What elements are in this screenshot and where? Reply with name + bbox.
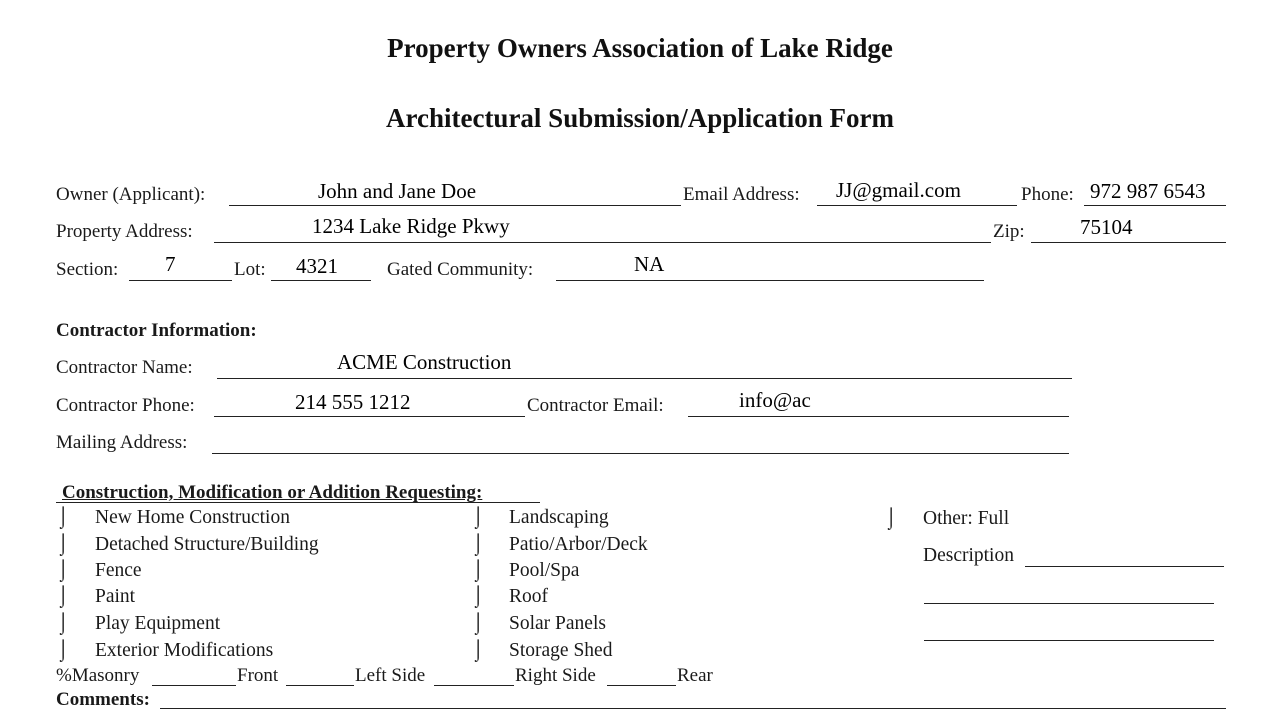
checkbox-icon[interactable]: ⌡ [472, 639, 485, 661]
address-label: Property Address: [56, 221, 193, 242]
section-line [129, 280, 232, 281]
masonry-rear-line[interactable] [607, 685, 676, 686]
checkbox-icon[interactable]: ⌡ [57, 585, 70, 607]
masonry-front-label: Front [237, 665, 279, 686]
option-patio-arbor-deck: Patio/Arbor/Deck [509, 534, 648, 555]
option-other: Other: Full [923, 508, 1010, 529]
phone-line [1084, 205, 1226, 206]
address-field[interactable]: 1234 Lake Ridge Pkwy [312, 214, 510, 238]
option-paint: Paint [95, 586, 136, 607]
option-roof: Roof [509, 586, 548, 607]
contractor-phone-line [214, 416, 525, 417]
checkbox-icon[interactable]: ⌡ [57, 612, 70, 634]
description-line-2[interactable] [924, 603, 1214, 604]
masonry-front-line[interactable] [152, 685, 236, 686]
checkbox-icon[interactable]: ⌡ [472, 612, 485, 634]
checkbox-icon[interactable]: ⌡ [57, 506, 70, 528]
option-fence: Fence [95, 560, 142, 581]
checkbox-icon[interactable]: ⌡ [472, 506, 485, 528]
mailing-address-label: Mailing Address: [56, 432, 188, 453]
masonry-right-line[interactable] [434, 685, 514, 686]
contractor-email-line [688, 416, 1069, 417]
contractor-phone-label: Contractor Phone: [56, 395, 195, 416]
masonry-left-line[interactable] [286, 685, 354, 686]
option-pool-spa: Pool/Spa [509, 560, 580, 581]
owner-line [229, 205, 681, 206]
contractor-heading: Contractor Information: [56, 320, 257, 341]
contractor-phone-field[interactable]: 214 555 1212 [295, 390, 411, 414]
email-field[interactable]: JJ@gmail.com [836, 178, 961, 202]
form-title: Property Owners Association of Lake Ridge [387, 33, 893, 63]
address-line [214, 242, 991, 243]
contractor-name-field[interactable]: ACME Construction [337, 350, 512, 374]
zip-field[interactable]: 75104 [1080, 215, 1133, 239]
checkbox-icon[interactable]: ⌡ [472, 585, 485, 607]
masonry-label: %Masonry [56, 665, 140, 686]
description-line-1[interactable] [1025, 566, 1224, 567]
checkbox-icon[interactable]: ⌡ [57, 559, 70, 581]
masonry-rear-label: Rear [677, 665, 713, 686]
zip-line [1031, 242, 1226, 243]
phone-field[interactable]: 972 987 6543 [1090, 179, 1206, 203]
contractor-email-field[interactable]: info@ac [739, 388, 811, 412]
gated-label: Gated Community: [387, 259, 534, 280]
checkbox-icon[interactable]: ⌡ [472, 559, 485, 581]
option-storage-shed: Storage Shed [509, 640, 613, 661]
section-label: Section: [56, 259, 119, 280]
form-subtitle: Architectural Submission/Application Form [385, 103, 895, 133]
gated-line [556, 280, 984, 281]
construction-heading-rule [56, 502, 540, 503]
checkbox-icon[interactable]: ⌡ [57, 533, 70, 555]
checkbox-icon[interactable]: ⌡ [57, 639, 70, 661]
zip-label: Zip: [993, 221, 1025, 242]
contractor-email-label: Contractor Email: [527, 395, 664, 416]
option-detached-structure: Detached Structure/Building [95, 534, 319, 555]
option-new-home-construction: New Home Construction [95, 507, 290, 528]
checkbox-icon[interactable]: ⌡ [885, 507, 898, 529]
lot-line [271, 280, 371, 281]
option-play-equipment: Play Equipment [95, 613, 221, 634]
comments-line[interactable] [160, 708, 1226, 709]
email-label: Email Address: [683, 184, 800, 205]
contractor-name-line [217, 378, 1072, 379]
masonry-left-label: Left Side [355, 665, 426, 686]
owner-field[interactable]: John and Jane Doe [318, 179, 477, 203]
mailing-address-line [212, 453, 1069, 454]
option-landscaping: Landscaping [509, 507, 609, 528]
phone-label: Phone: [1021, 184, 1074, 205]
description-line-3[interactable] [924, 640, 1214, 641]
comments-label: Comments: [56, 689, 150, 710]
email-line [817, 205, 1017, 206]
section-field[interactable]: 7 [165, 252, 176, 276]
gated-field[interactable]: NA [634, 252, 665, 276]
lot-label: Lot: [234, 259, 266, 280]
masonry-right-label: Right Side [515, 665, 596, 686]
option-solar-panels: Solar Panels [509, 613, 606, 634]
option-exterior-modifications: Exterior Modifications [95, 640, 274, 661]
description-label: Description [923, 545, 1014, 566]
construction-heading: Construction, Modification or Addition Requesting: [62, 482, 483, 503]
contractor-name-label: Contractor Name: [56, 357, 193, 378]
checkbox-icon[interactable]: ⌡ [472, 533, 485, 555]
lot-field[interactable]: 4321 [296, 254, 338, 278]
owner-label: Owner (Applicant): [56, 184, 206, 205]
